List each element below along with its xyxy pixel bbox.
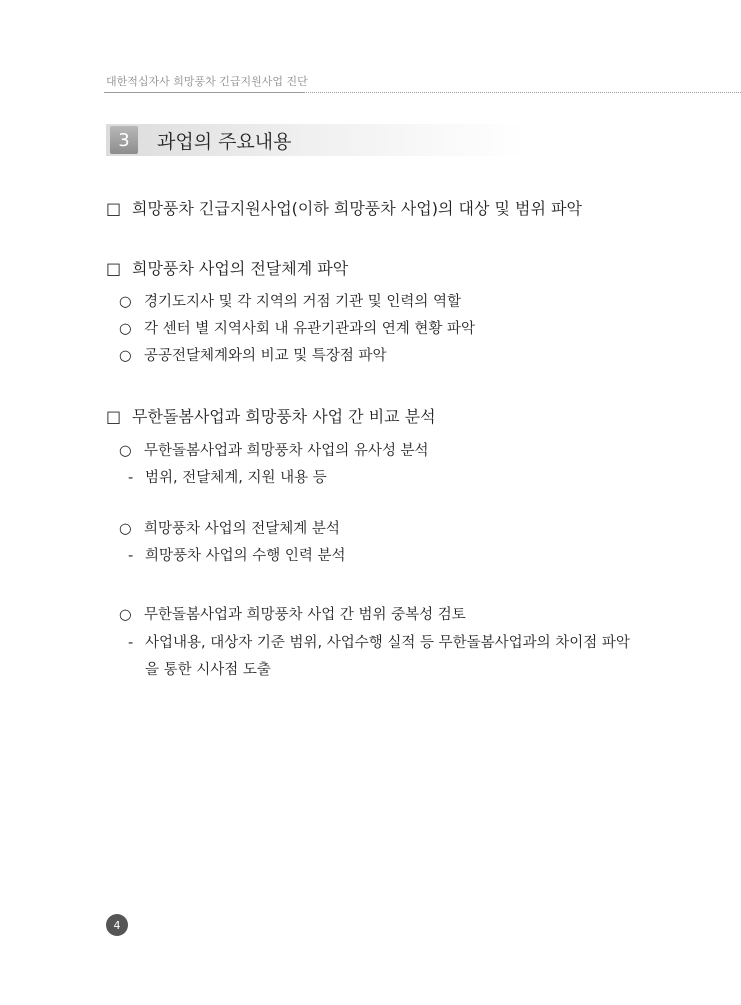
header-rule [104,92,304,93]
list-item [119,517,340,538]
circle-bullet-icon: ○ [119,348,132,364]
list-item-text: 희망풍차 사업의 전달체계 파악 [132,259,349,278]
circle-bullet-icon: ○ [119,321,132,337]
list-item [119,344,387,365]
list-item-text: 경기도지사 및 각 지역의 거점 기관 및 인력의 역할 [144,294,462,310]
dash-bullet-icon: - [128,635,134,651]
list-item-text: 무한돌봄사업과 희망풍차 사업 간 범위 중복성 검토 [144,607,466,623]
list-item [119,290,461,311]
list-item [128,466,327,487]
list-item-continuation: 을 통한 시사점 도출 [145,662,271,678]
circle-bullet-icon: ○ [119,294,132,310]
page-number: 4 [106,914,128,936]
list-item [106,256,348,279]
list-item [128,544,346,565]
list-item-text: 희망풍차 긴급지원사업(이하 희망풍차 사업)의 대상 및 범위 파악 [132,199,582,218]
dash-bullet-icon: - [128,470,134,486]
circle-bullet-icon: ○ [119,607,132,623]
list-item [128,631,630,652]
list-item-text: 범위, 전달체계, 지원 내용 등 [145,470,327,486]
section-number: 3 [110,126,138,154]
checkbox-square-icon: □ [106,259,122,278]
list-item-text: 공공전달체계와의 비교 및 특장점 파악 [144,348,387,364]
list-item [106,196,582,219]
list-item-text: 무한돌봄사업과 희망풍차 사업의 유사성 분석 [144,443,429,459]
list-item-text: 희망풍차 사업의 수행 인력 분석 [145,548,346,564]
list-item-text: 무한돌봄사업과 희망풍차 사업 간 비교 분석 [132,407,436,426]
list-item [106,404,436,427]
list-item-text: 희망풍차 사업의 전달체계 분석 [144,521,340,537]
section-title: 과업의 주요내용 [157,131,292,153]
checkbox-square-icon: □ [106,199,122,218]
list-item [119,603,466,624]
circle-bullet-icon: ○ [119,443,132,459]
checkbox-square-icon: □ [106,407,122,426]
circle-bullet-icon: ○ [119,521,132,537]
running-header: 대한적십자사 희망풍차 긴급지원사업 진단 [106,75,308,88]
list-item [119,439,429,460]
dash-bullet-icon: - [128,548,134,564]
list-item-text: 각 센터 별 지역사회 내 유관기관과의 연계 현황 파악 [144,321,476,337]
list-item [119,317,475,338]
list-item-text: 사업내용, 대상자 기준 범위, 사업수행 실적 등 무한돌봄사업과의 차이점 파악 [145,635,630,651]
header-rule-dotted [304,92,741,93]
